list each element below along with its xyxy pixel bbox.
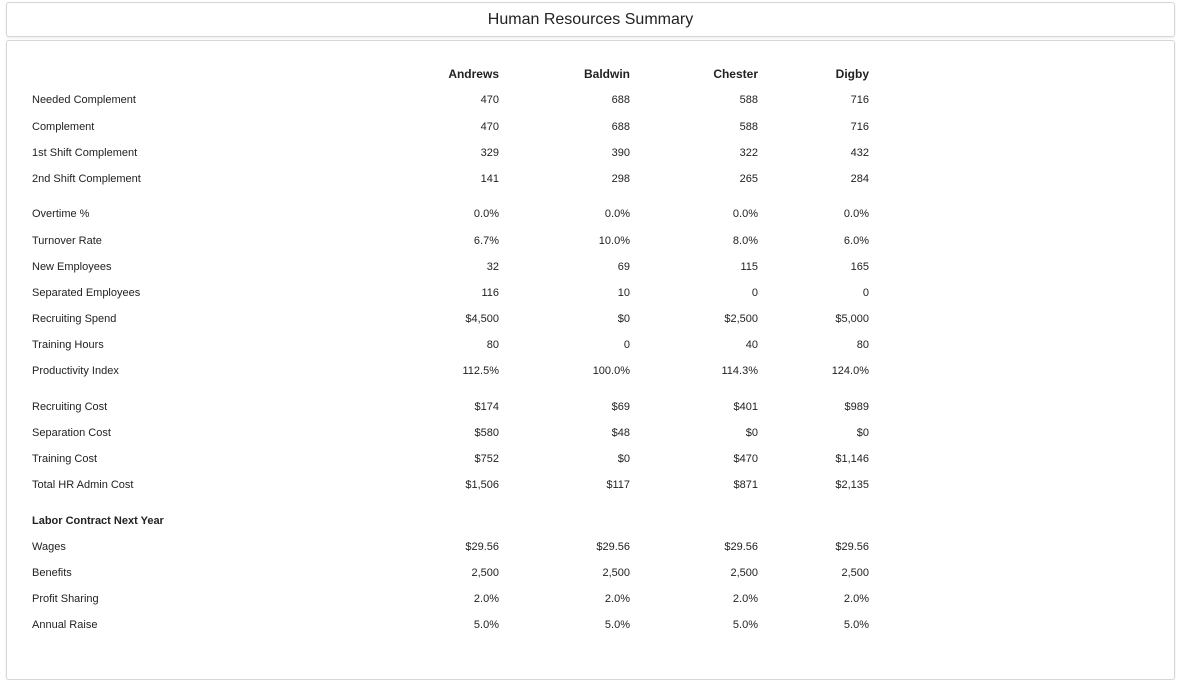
table-row	[0, 619, 1178, 635]
table-row	[0, 541, 1178, 557]
cell-chester: 5.0%	[732, 619, 758, 631]
row-label: Turnover Rate	[32, 235, 102, 247]
cell-digby: 80	[856, 339, 869, 351]
row-label: Total HR Admin Cost	[32, 479, 134, 491]
cell-digby: $2,135	[835, 479, 869, 491]
cell-digby: $5,000	[835, 313, 869, 325]
cell-digby: $1,146	[835, 453, 869, 465]
section-heading-row	[0, 515, 1178, 531]
row-label: Benefits	[32, 567, 72, 579]
cell-baldwin: $48	[611, 427, 630, 439]
cell-andrews: $580	[474, 427, 499, 439]
row-label: Recruiting Spend	[32, 313, 117, 325]
table-row	[0, 261, 1178, 277]
cell-chester: $871	[733, 479, 758, 491]
page-title: Human Resources Summary	[487, 11, 694, 28]
row-label: New Employees	[32, 261, 112, 273]
table-row	[0, 339, 1178, 355]
table-row	[0, 401, 1178, 417]
row-label: 2nd Shift Complement	[32, 173, 141, 185]
cell-baldwin: 298	[611, 173, 630, 185]
row-label: Wages	[32, 541, 66, 553]
row-label: Overtime %	[32, 208, 90, 220]
row-label: Complement	[32, 121, 95, 133]
table-row	[0, 427, 1178, 443]
cell-andrews: $174	[474, 401, 499, 413]
cell-baldwin: $117	[606, 479, 630, 491]
cell-andrews: 6.7%	[473, 235, 499, 247]
cell-andrews: 329	[480, 147, 499, 159]
cell-digby: $0	[856, 427, 869, 439]
cell-chester: 114.3%	[721, 365, 758, 377]
cell-baldwin: $0	[617, 313, 630, 325]
report-header	[6, 2, 1175, 37]
cell-digby: 716	[850, 121, 869, 133]
cell-baldwin: 688	[611, 94, 630, 106]
table-row	[0, 94, 1178, 110]
row-label: Productivity Index	[32, 365, 119, 377]
cell-chester: 2.0%	[732, 593, 758, 605]
column-header-baldwin: Baldwin	[583, 67, 630, 81]
table-row	[0, 593, 1178, 609]
row-label: Separation Cost	[32, 427, 111, 439]
cell-chester: $401	[733, 401, 758, 413]
cell-andrews: 5.0%	[473, 619, 499, 631]
column-header-digby: Digby	[835, 67, 869, 81]
table-row	[0, 453, 1178, 469]
cell-andrews: $1,506	[465, 479, 499, 491]
row-label: Training Hours	[32, 339, 104, 351]
table-row	[0, 313, 1178, 329]
cell-baldwin: 69	[617, 261, 630, 273]
cell-andrews: $752	[474, 453, 499, 465]
cell-baldwin: 100.0%	[592, 365, 630, 377]
cell-andrews: 32	[486, 261, 499, 273]
cell-andrews: 80	[486, 339, 499, 351]
table-row	[0, 365, 1178, 381]
cell-chester: $470	[733, 453, 758, 465]
cell-digby: 2.0%	[843, 593, 869, 605]
cell-baldwin: 5.0%	[604, 619, 630, 631]
cell-andrews: 470	[480, 94, 499, 106]
table-row	[0, 173, 1178, 189]
cell-digby: 124.0%	[831, 365, 869, 377]
cell-andrews: 141	[480, 173, 499, 185]
cell-digby: 2,500	[841, 567, 869, 579]
cell-digby: 716	[850, 94, 869, 106]
table-row	[0, 121, 1178, 137]
cell-chester: $2,500	[724, 313, 758, 325]
cell-digby: 284	[850, 173, 869, 185]
table-row	[0, 235, 1178, 251]
cell-baldwin: 0	[623, 339, 630, 351]
row-label: Annual Raise	[32, 619, 98, 631]
cell-andrews: $4,500	[465, 313, 499, 325]
cell-andrews: 470	[480, 121, 499, 133]
cell-digby: 432	[850, 147, 869, 159]
cell-andrews: 2.0%	[473, 593, 499, 605]
cell-chester: $29.56	[724, 541, 758, 553]
table-row	[0, 287, 1178, 303]
cell-baldwin: 0.0%	[604, 208, 630, 220]
table-row	[0, 208, 1178, 224]
cell-andrews: $29.56	[465, 541, 499, 553]
row-label: Needed Complement	[32, 94, 136, 106]
cell-andrews: 2,500	[471, 567, 499, 579]
cell-chester: $0	[745, 427, 758, 439]
row-label: Training Cost	[32, 453, 98, 465]
cell-andrews: 0.0%	[473, 208, 499, 220]
cell-chester: 115	[740, 261, 758, 273]
cell-chester: 0.0%	[732, 208, 758, 220]
cell-baldwin: 2,500	[602, 567, 630, 579]
cell-chester: 265	[739, 173, 758, 185]
table-row	[0, 147, 1178, 163]
cell-chester: 2,500	[730, 567, 758, 579]
cell-digby: $29.56	[835, 541, 869, 553]
cell-chester: 0	[751, 287, 758, 299]
cell-baldwin: $69	[611, 401, 630, 413]
cell-chester: 588	[739, 121, 758, 133]
row-label: Profit Sharing	[32, 593, 99, 605]
cell-baldwin: $0	[617, 453, 630, 465]
cell-digby: 5.0%	[843, 619, 869, 631]
cell-chester: 588	[739, 94, 758, 106]
cell-digby: 165	[850, 261, 869, 273]
cell-chester: 322	[739, 147, 758, 159]
row-label: 1st Shift Complement	[32, 147, 138, 159]
cell-chester: 8.0%	[732, 235, 758, 247]
cell-chester: 40	[745, 339, 758, 351]
cell-baldwin: 390	[611, 147, 630, 159]
cell-baldwin: 10.0%	[598, 235, 630, 247]
cell-andrews: 112.5%	[462, 365, 499, 377]
cell-andrews: 116	[481, 287, 499, 299]
cell-digby: 6.0%	[843, 235, 869, 247]
cell-baldwin: 2.0%	[604, 593, 630, 605]
cell-digby: $989	[844, 401, 869, 413]
table-row	[0, 567, 1178, 583]
cell-digby: 0.0%	[843, 208, 869, 220]
table-row	[0, 479, 1178, 495]
cell-baldwin: 10	[617, 287, 630, 299]
section-heading: Labor Contract Next Year	[32, 515, 164, 527]
row-label: Separated Employees	[32, 287, 141, 299]
column-header-andrews: Andrews	[448, 67, 499, 81]
cell-baldwin: 688	[611, 121, 630, 133]
cell-digby: 0	[862, 287, 869, 299]
column-header-chester: Chester	[713, 67, 758, 81]
row-label: Recruiting Cost	[32, 401, 108, 413]
cell-baldwin: $29.56	[596, 541, 630, 553]
